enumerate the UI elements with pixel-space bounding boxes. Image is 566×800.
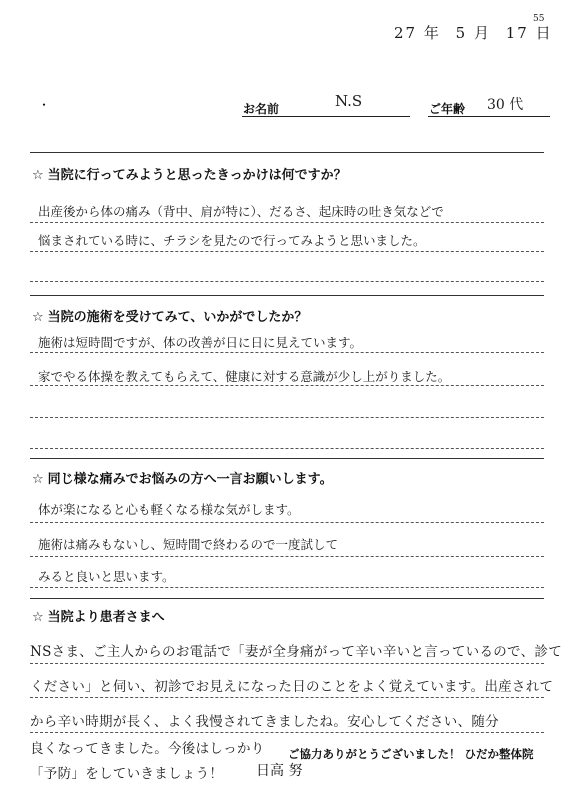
answer-rule	[30, 587, 544, 588]
answer-rule	[30, 448, 544, 449]
question-3-heading	[32, 468, 333, 487]
star-icon: ☆	[32, 168, 44, 183]
answer-rule	[30, 281, 544, 282]
answer-rule	[30, 522, 544, 523]
reply-line-1: NSさま、ご主人からのお電話で「妻が全身痛がって辛い辛いと言っているので、診て	[30, 644, 562, 660]
question-2-heading	[32, 306, 307, 325]
name-value: N.S	[335, 92, 363, 110]
answer-3-line-1: 体が楽になると心も軽くなる様な気がします。	[38, 502, 300, 517]
section-divider	[30, 152, 544, 153]
star-icon: ☆	[32, 310, 44, 325]
marker-dot: ・	[38, 98, 51, 112]
page-number: 55	[533, 14, 545, 24]
question-4-heading	[32, 606, 165, 625]
section-divider	[30, 295, 544, 296]
question-2-text: 当院の施術を受けてみて、いかがでしたか？	[47, 310, 308, 325]
name-underline	[242, 116, 410, 117]
reply-line-5: 「予防」をしていきましょう！	[30, 766, 224, 782]
section-divider	[30, 458, 544, 459]
section-divider	[30, 598, 544, 599]
answer-rule	[30, 732, 544, 733]
answer-2-line-1: 施術は短時間ですが、体の改善が日に日に見えています。	[38, 335, 363, 350]
answer-3-line-2: 施術は痛みもないし、短時間で終わるので一度試して	[38, 537, 339, 552]
thanks-message: ご協力ありがとうございました！ ひだか整体院	[288, 747, 534, 761]
answer-rule	[30, 251, 544, 252]
question-1-heading	[32, 164, 347, 183]
age-underline	[428, 116, 550, 117]
age-value: 30 代	[487, 97, 524, 113]
name-label: お名前	[243, 102, 280, 116]
answer-rule	[30, 663, 544, 664]
signature: 日高 努	[256, 763, 303, 779]
answer-rule	[30, 417, 544, 418]
answer-rule	[30, 352, 544, 353]
answer-rule	[30, 222, 544, 223]
answer-rule	[30, 385, 544, 386]
question-4-text: 当院より患者さまへ	[47, 610, 165, 625]
reply-line-3: から辛い時期が長く、よく我慢されてきましたね。安心してください、随分	[30, 714, 499, 730]
date-month: 5 月	[455, 24, 491, 42]
age-label: ご年齢	[429, 102, 466, 116]
answer-rule	[30, 556, 544, 557]
question-3-text: 同じ様な痛みでお悩みの方へ一言お願いします。	[47, 472, 333, 487]
question-1-text: 当院に行ってみようと思ったきっかけは何ですか？	[47, 168, 347, 183]
star-icon: ☆	[32, 472, 44, 487]
star-icon: ☆	[32, 610, 44, 625]
answer-1-line-1: 出産後から体の痛み（背中、肩が特に）、だるさ、起床時の吐き気などで	[38, 204, 444, 219]
answer-1-line-2: 悩まされている時に、チラシを見たので行ってみようと思いました。	[38, 233, 426, 248]
reply-line-4: 良くなってきました。今後はしっかり	[30, 741, 265, 757]
answer-rule	[30, 697, 544, 698]
date-day: 17 日	[505, 24, 553, 42]
date-year: 27 年	[394, 24, 441, 42]
reply-line-2: ください」と伺い、初診でお見えになった日のことをよく覚えています。出産されて	[30, 679, 554, 695]
answer-3-line-3: みると良いと思います。	[38, 569, 175, 584]
date	[394, 22, 561, 43]
answer-2-line-2: 家でやる体操を教えてもらえて、健康に対する意識が少し上がりました。	[38, 369, 451, 384]
